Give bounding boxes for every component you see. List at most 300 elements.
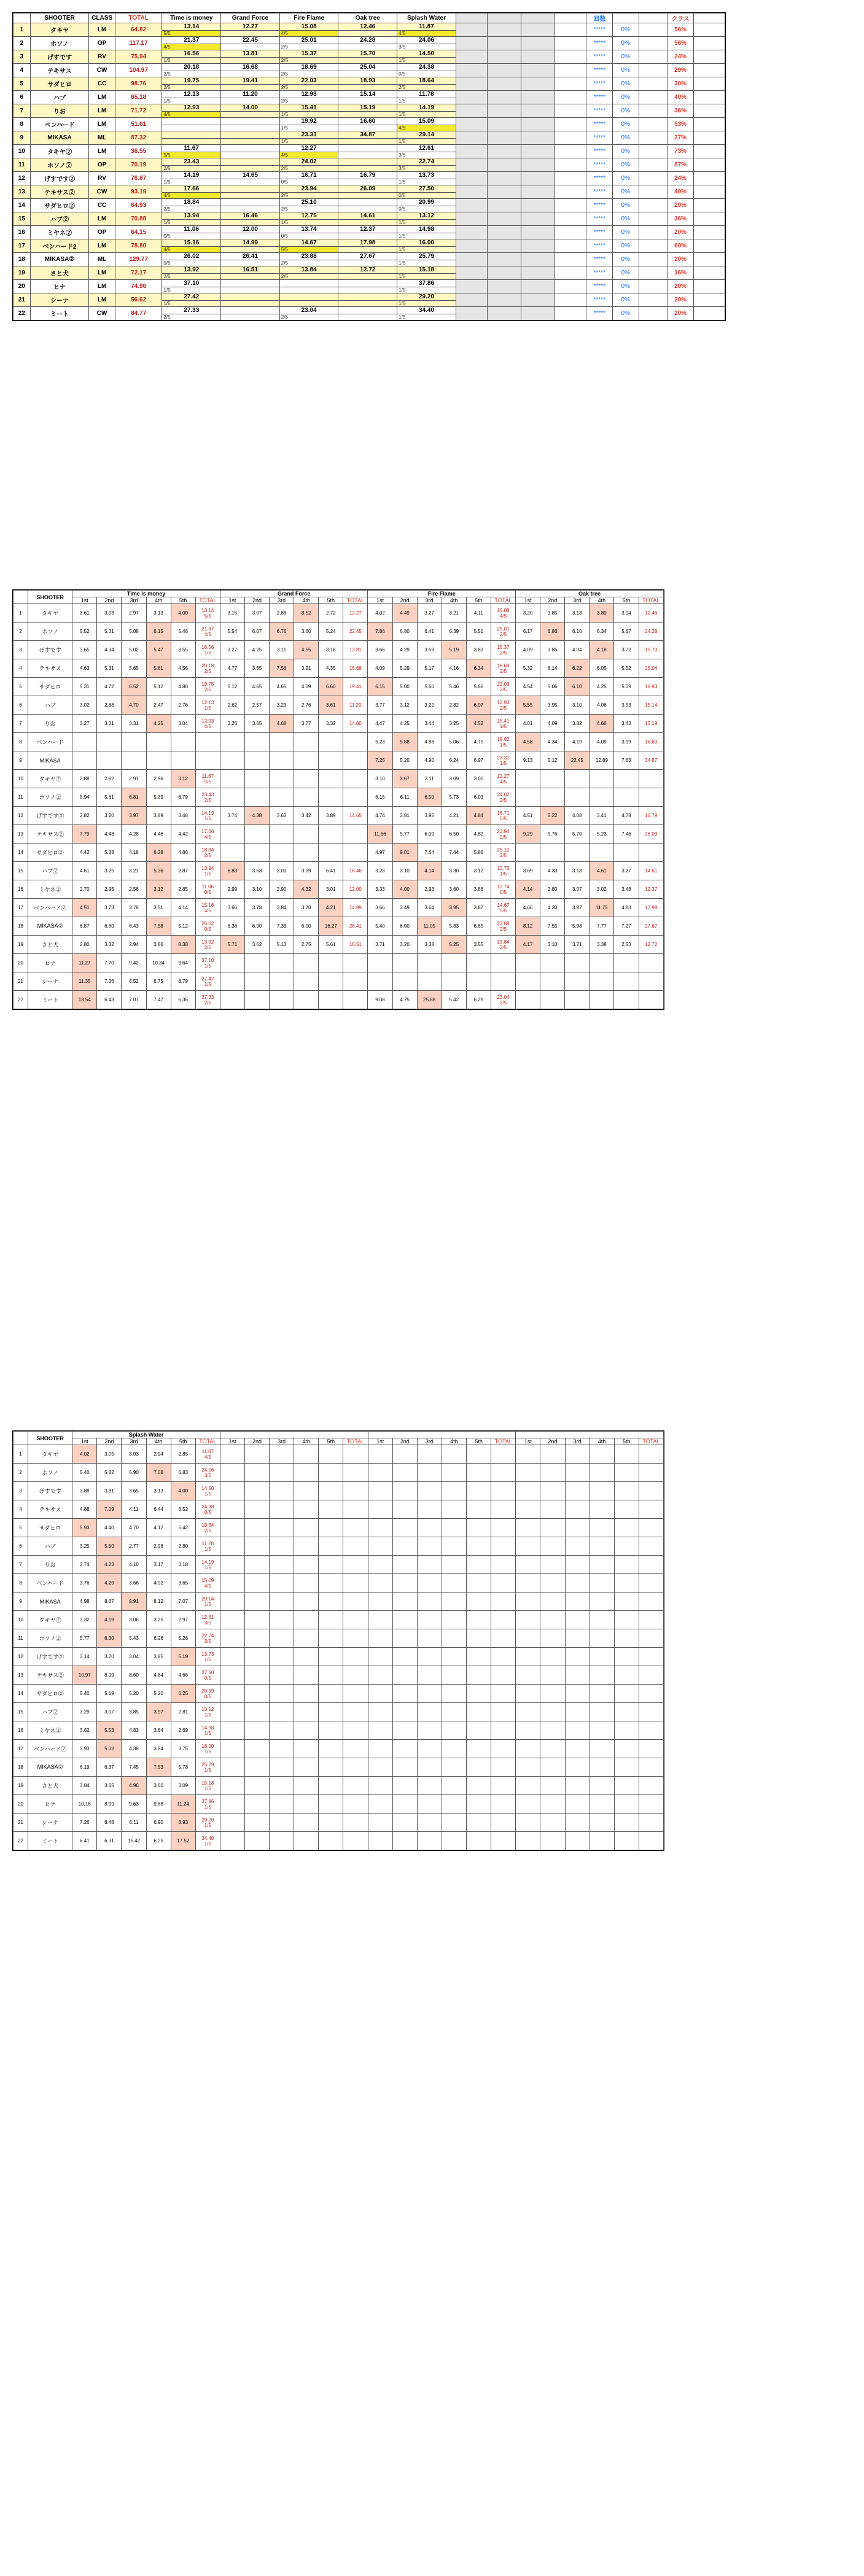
stage-score: 13.73 [397,172,456,179]
shot-time: 4.01 [516,715,540,733]
stage-total-ratio: 2/5 [499,686,507,692]
shot-time: 3.32 [97,936,122,954]
blank-cell [442,1629,466,1648]
blank-cell [294,1832,319,1850]
stage-total [343,715,368,733]
blank-cell [294,1574,319,1593]
blank-cell [417,1832,442,1850]
count-pct: 0% [613,185,639,199]
shot-time: 2.90 [270,880,294,899]
shot-time: 3.63 [244,862,269,880]
shot-time: 3.03 [122,1445,146,1464]
stage-total-value: 21.37 [201,626,214,632]
shot-time: 4.74 [368,807,392,825]
stage-ratio [162,139,221,145]
blank-cell [639,1629,663,1648]
shot-time: 3.23 [368,862,392,880]
detail-row [14,1758,664,1777]
stage-total [195,678,220,696]
blank-cell [491,1685,516,1703]
shot-time: 4.75 [392,991,417,1009]
shot-time: 3.11 [417,770,442,788]
blank-cell [540,1574,565,1593]
blank-cell [487,212,521,226]
stage-score: 16.51 [221,266,280,274]
shooter-name: ミート [28,991,72,1009]
shot-time [565,954,590,972]
shot-time: 10.16 [72,1795,97,1814]
blank-cell [555,37,586,50]
shot-time [614,972,639,991]
blank-cell [590,1482,614,1500]
stage-total [491,788,515,807]
col-header-row [14,1438,664,1445]
shot-time: 4.58 [516,733,540,751]
blank-cell [565,1629,590,1648]
stage-total-value: 18.93 [645,684,658,689]
shot-time [220,844,244,862]
blank-cell [521,23,555,37]
shot-time: 7.53 [146,1758,171,1777]
detail-sheet-1 [12,589,664,1010]
shot-time: 6.52 [122,678,146,696]
blank-cell [639,77,667,91]
stage-total [491,936,515,954]
stage-ratio: 1/5 [397,287,456,293]
stage-total [639,825,663,844]
stage-total [639,788,663,807]
stage-total-value: 12.27 [497,773,510,779]
blank-cell [555,91,586,104]
shot-time: 3.04 [122,1648,146,1666]
blank-cell [245,1519,270,1537]
stage-total-ratio: 0/5 [499,889,507,895]
shot-time: 5.46 [171,623,195,641]
stage-ratio: 1/5 [162,220,221,226]
shot-time [614,844,639,862]
blank-cell [521,118,555,131]
rank-cell: 3 [14,50,31,64]
shot-time: 15.42 [122,1832,146,1850]
shot-time: 4.82 [466,825,491,844]
shot-time: 11.75 [590,899,614,917]
shot-time: 5.66 [466,678,491,696]
rank-cell: 15 [14,1703,28,1721]
stage-ratio: 1/5 [397,274,456,280]
stage-score: 13.74 [279,226,338,233]
shooter-name: MIKASA [28,751,72,770]
shooter-row [14,91,725,98]
blank-cell [693,104,725,118]
shot-time: 4.28 [122,825,146,844]
blank-cell [555,307,586,320]
blank-cell [614,1795,639,1814]
shot-time: 2.80 [540,880,565,899]
shot-time: 11.35 [72,972,97,991]
shot-time: 3.25 [72,1537,97,1556]
blank-cell [417,1629,442,1648]
stage-total-value: 34.87 [645,758,658,763]
stage-ratio: 1/5 [279,112,338,118]
detail-row [14,807,664,825]
shot-time: 3.02 [590,880,614,899]
shooter-name: テキサス② [30,185,89,199]
shot-time: 4.65 [244,678,269,696]
blank-cell [245,1795,270,1814]
shooter-name: シーナ [30,293,89,307]
shot-time: 3.49 [392,899,417,917]
blank-cell [368,1611,392,1629]
shot-time: 3.38 [417,936,442,954]
shot-time: 6.11 [392,788,417,807]
blank-cell [456,158,487,172]
stage-ratio: 4/5 [162,193,221,199]
blank-cell [368,1445,392,1464]
stage-total [639,954,663,972]
shot-time: 4.00 [171,1482,195,1500]
col-header: 4th [294,597,319,604]
shot-time: 3.71 [368,936,392,954]
detail-row [14,1666,664,1685]
blank-cell [614,1666,639,1685]
stage-score: 15.14 [338,91,397,98]
blank-cell [639,1574,663,1593]
shooter-row [14,23,725,31]
blank-header [639,14,667,23]
stage-total-ratio: 1/5 [204,981,211,987]
stage-total [343,917,368,936]
shot-time: 5.70 [565,825,590,844]
rank-cell: 2 [14,37,31,50]
detail-row [14,844,664,862]
blank-cell [319,1445,343,1464]
detail-row [14,1445,664,1464]
ranking-table [13,13,725,320]
blank-cell [343,1832,368,1850]
col-header: TOTAL [343,597,368,604]
blank-cell [270,1611,294,1629]
shot-time: 6.90 [244,917,269,936]
stage-ratio [338,31,397,37]
stage-ratio [338,44,397,50]
stage-score: 26.09 [338,185,397,193]
stage-total [343,788,368,807]
shooter-name: タキヤ② [30,145,89,158]
shot-time: 6.43 [122,917,146,936]
stage-ratio: 2/5 [279,98,338,104]
shot-time: 3.71 [565,936,590,954]
shot-time: 3.85 [540,604,565,623]
blank-cell [555,64,586,77]
shot-time: 3.74 [220,807,244,825]
stage-ratio [221,166,280,172]
blank-cell [220,1482,244,1500]
blank-cell [516,1611,540,1629]
shooter-row [14,158,725,166]
blank-cell [521,91,555,104]
stage-total [195,1445,220,1464]
shot-time [540,954,565,972]
shot-time: 3.11 [270,641,294,659]
stage-total-ratio: 0/5 [204,1675,211,1681]
stage-ratio [162,125,221,131]
stage-score: 18.69 [279,64,338,71]
blank-cell [521,293,555,307]
shot-time: 2.99 [220,880,244,899]
count-pct: 0% [613,158,639,172]
col-header: 4th [590,597,614,604]
class-cell: LM [89,266,115,280]
blank-cell [417,1556,442,1574]
detail-row [14,641,664,659]
shot-time: 6.00 [294,917,319,936]
blank-cell [639,1740,663,1758]
stage-ratio: 1/5 [162,287,221,293]
stage-total-ratio: 2/5 [499,650,507,656]
detail-row [14,1611,664,1629]
stage-ratio: 0/5 [279,233,338,239]
shot-time: 4.00 [392,880,417,899]
shot-time: 3.95 [442,899,466,917]
col-header: 2nd [97,1438,122,1445]
shot-time: 2.87 [171,862,195,880]
shot-time: 3.65 [72,641,97,659]
class-pct: 24% [667,50,694,64]
shot-time: 7.63 [614,751,639,770]
shot-time: 4.54 [516,678,540,696]
stage-total-ratio: 2/5 [499,944,507,950]
blank-cell [442,1685,466,1703]
shot-time: 3.15 [220,604,244,623]
stage-total [343,972,368,991]
shooter-name: MIKASA② [28,1758,72,1777]
blank-cell [540,1482,565,1500]
detail-row [14,623,664,641]
stage-ratio: 2/5 [279,314,338,320]
blank-cell [639,1832,663,1850]
count-pct: 0% [613,104,639,118]
stage-score: 24.28 [338,37,397,44]
shooter-name: ハブ② [30,212,89,226]
shot-time: 5.17 [417,659,442,678]
stage-total [195,1574,220,1593]
shot-time: 3.61 [72,604,97,623]
stage-ratio: 2/5 [279,58,338,64]
blank-cell [270,1519,294,1537]
shot-time: 8.93 [171,1814,195,1832]
stage-ratio: 1/5 [162,179,221,185]
shot-time: 3.07 [565,880,590,899]
blank-cell [220,1666,244,1685]
shot-time: 3.09 [171,1777,195,1795]
count-pct: 0% [613,199,639,212]
shot-time: 3.25 [442,715,466,733]
blank-cell [442,1703,466,1721]
shot-time: 5.19 [442,641,466,659]
shot-time: 6.25 [146,1832,171,1850]
shot-time [614,954,639,972]
col-header: TOTAL [491,597,515,604]
stage-total-value: 12.93 [497,699,510,705]
blank-cell [540,1556,565,1574]
shot-time [466,972,491,991]
total-cell: 65.18 [115,91,162,104]
shot-time [244,991,269,1009]
stage-score: 14.19 [162,172,221,179]
stage-score [221,131,280,139]
count-pct: 0% [613,118,639,131]
blank-cell [555,199,586,212]
shot-time: 4.65 [270,678,294,696]
shot-time [294,733,319,751]
shot-time: 6.30 [97,1629,122,1648]
blank-cell [590,1445,614,1464]
shooter-name: タキヤ [28,1445,72,1464]
detail-row [14,1777,664,1795]
col-header: TOTAL [343,1438,368,1445]
rank-cell: 13 [14,185,31,199]
blank-cell [487,280,521,293]
stage-total [343,678,368,696]
rank-header [14,14,31,23]
shot-time: 4.88 [72,1500,97,1519]
blank-cell [639,91,667,104]
stage-total [195,917,220,936]
blank-cell [467,1556,491,1574]
blank-cell [639,212,667,226]
blank-cell [270,1629,294,1648]
shot-time: 5.83 [442,917,466,936]
stage-total [195,751,220,770]
stage-ratio [221,58,280,64]
class-pct: 29% [667,64,694,77]
shot-time: 6.79 [171,788,195,807]
stage-total [491,844,515,862]
stage-total-value: 11.20 [349,702,362,708]
shot-time: 4.51 [72,899,97,917]
blank-cell [540,1795,565,1814]
detail-row [14,678,664,696]
blank-cell [456,50,487,64]
shot-time: 4.77 [220,659,244,678]
stage-total-value: 22.03 [497,681,510,687]
shot-time: 5.42 [171,1519,195,1537]
stage-score: 14.99 [221,239,280,247]
shot-time: 5.52 [614,659,639,678]
rank-cell: 15 [14,212,31,226]
blank-cell [639,1703,663,1721]
blank-cell [368,1703,392,1721]
shot-time: 4.97 [368,844,392,862]
blank-cell [540,1648,565,1666]
detail-row [14,899,664,917]
shot-time: 4.02 [72,1445,97,1464]
col-header: 3rd [417,1438,442,1445]
blank-cell [521,172,555,185]
shot-time: 4.61 [72,862,97,880]
shot-time: 3.25 [146,1611,171,1629]
shooter-row [14,118,725,125]
blank-cell [220,1574,244,1593]
shooter-row [14,307,725,314]
blank-cell [270,1721,294,1740]
blank-cell [491,1611,516,1629]
shot-time: 2.88 [270,604,294,623]
blank-cell [270,1574,294,1593]
col-header: 3rd [270,597,294,604]
blank-cell [442,1648,466,1666]
shot-time: 3.39 [294,862,319,880]
shot-time: 3.70 [97,1648,122,1666]
stage-total-ratio: 1/5 [204,1491,211,1497]
stage-ratio [221,314,280,320]
blank-cell [639,1611,663,1629]
blank-cell [467,1464,491,1482]
shot-time: 3.60 [294,623,319,641]
shot-time: 5.25 [442,936,466,954]
shot-time: 2.70 [72,880,97,899]
total-cell: 71.72 [115,104,162,118]
blank-cell [565,1721,590,1740]
shot-time: 4.09 [540,715,565,733]
blank-cell [639,1795,663,1814]
blank-cell [245,1500,270,1519]
blank-cell [693,239,725,253]
shot-time: 7.58 [146,917,171,936]
blank-cell [343,1703,368,1721]
stage-score: 17.66 [162,185,221,193]
shot-time: 4.25 [392,715,417,733]
shot-time: 4.32 [294,880,319,899]
stage-total-value: 24.28 [645,629,658,634]
group-header: Fire Flame [368,591,516,597]
stage-ratio [221,85,280,91]
blank-cell [343,1464,368,1482]
stage-score: 12.61 [397,145,456,152]
stars-cell: ***** [586,91,613,104]
blank-cell [417,1685,442,1703]
shot-time: 3.89 [146,807,171,825]
stage-total [343,954,368,972]
shot-time: 7.58 [270,659,294,678]
shot-time: 4.29 [97,1574,122,1593]
blank-cell [540,1611,565,1629]
stage-ratio [221,206,280,212]
stage-ratio: 1/5 [397,260,456,266]
shot-time: 7.86 [368,623,392,641]
shot-time: 7.77 [590,917,614,936]
col-header: 4th [294,1438,319,1445]
stage-ratio: 0/5 [162,233,221,239]
class-pct: 27% [667,131,694,145]
shot-time [319,991,343,1009]
col-header: 2nd [540,1438,565,1445]
stage-total [491,880,515,899]
blank-cell [639,266,667,280]
blank-cell [467,1832,491,1850]
shot-time [146,733,171,751]
blank-cell [555,77,586,91]
rank-cell: 1 [14,23,31,37]
blank-cell [590,1740,614,1758]
stage-ratio: 5/5 [279,247,338,253]
stage-ratio: 1/5 [397,98,456,104]
blank-cell [516,1685,540,1703]
blank-cell [220,1556,244,1574]
shot-time: 4.14 [516,880,540,899]
class-header: CLASS [89,14,115,23]
blank-cell [392,1593,417,1611]
